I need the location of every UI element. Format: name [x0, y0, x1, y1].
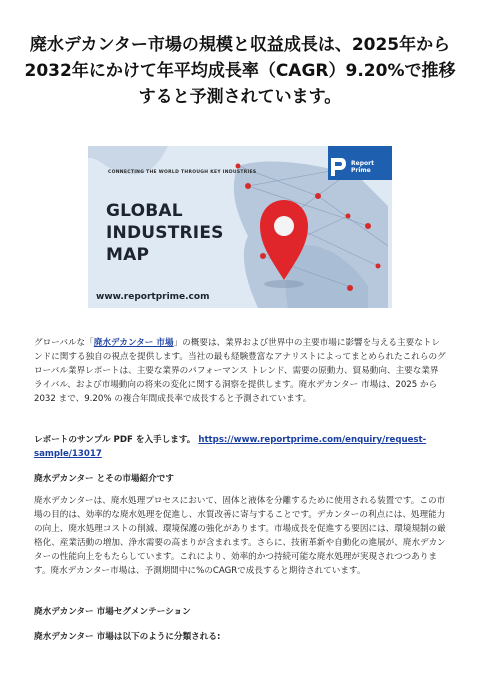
banner-headline-line1: GLOBAL — [106, 201, 183, 221]
intro-prefix: グローバルな「 — [34, 338, 94, 348]
sample-link[interactable]: https://www.reportprime.com/enquiry/request-sample/13017 — [34, 435, 427, 459]
section-heading-intro: 廃水デカンター とその市場紹介です — [34, 474, 174, 484]
section-heading-classification: 廃水デカンター 市場は以下のように分類される: — [34, 632, 221, 642]
intro-suffix: 」の概要は、業界および世界中の主要市場に影響を与える主要なトレンドに関する独自の視点を提供します。当社の最も経験豊富なアナリストによってまとめられたこれらのグローバル業界レポートは、主要な業界のパフォーマンス トレンド、需要の原動力、貿易動向、主要な業界ライバル、および市場動向の将来の変化に関する洞察を提供します。廃水デカンター 市場は、2025 から 2032 まで、9.20% の複合年間成長率で成長すると予測されています。 — [34, 338, 446, 404]
banner-headline — [106, 200, 224, 266]
intro-paragraph — [34, 336, 446, 406]
banner-headline-line2: INDUSTRIES — [106, 223, 224, 243]
logo-text-line1: Report — [351, 160, 374, 167]
banner-headline-line3: MAP — [106, 245, 150, 265]
sample-request — [34, 433, 446, 461]
logo-icon — [328, 156, 348, 178]
page-title: 廃水デカンター市場の規模と収益成長は、2025年から2032年にかけて年平均成長率（CAGR）9.20%で推移すると予測されています。 — [24, 35, 456, 107]
section-heading-segmentation: 廃水デカンター 市場セグメンテーション — [34, 607, 191, 617]
sample-label: レポートのサンプル PDF を入手します。 — [34, 435, 196, 445]
market-link[interactable]: 廃水デカンター 市場 — [93, 338, 174, 348]
logo-text-line2: Prime — [351, 167, 371, 174]
banner-tagline: CONNECTING THE WORLD THROUGH KEY INDUSTRIES — [108, 170, 257, 175]
logo-text — [351, 160, 374, 174]
reportprime-logo — [328, 154, 384, 180]
banner-url: www.reportprime.com — [96, 292, 210, 302]
market-intro-paragraph: 廃水デカンターは、廃水処理プロセスにおいて、固体と液体を分離するために使用される装置です。この市場の目的は、効率的な廃水処理を促進し、水質改善に寄与することです。デカンターの利点には、処理能力の向上、廃水処理コストの削減、環境保護の強化があります。市場成長を促進する要因には、環境規制の厳格化、産業活動の増加、浄水需要の高まりが含まれます。さらに、技術革新や自動化の進展が、廃水デカンターの性能向上をもたらしています。これにより、効率的かつ持続可能な廃水処理が実現されつつあります。廃水デカンター市場は、予測期間中に%のCAGRで成長すると期待されています。 — [34, 496, 446, 576]
hero-banner-image — [88, 146, 392, 308]
